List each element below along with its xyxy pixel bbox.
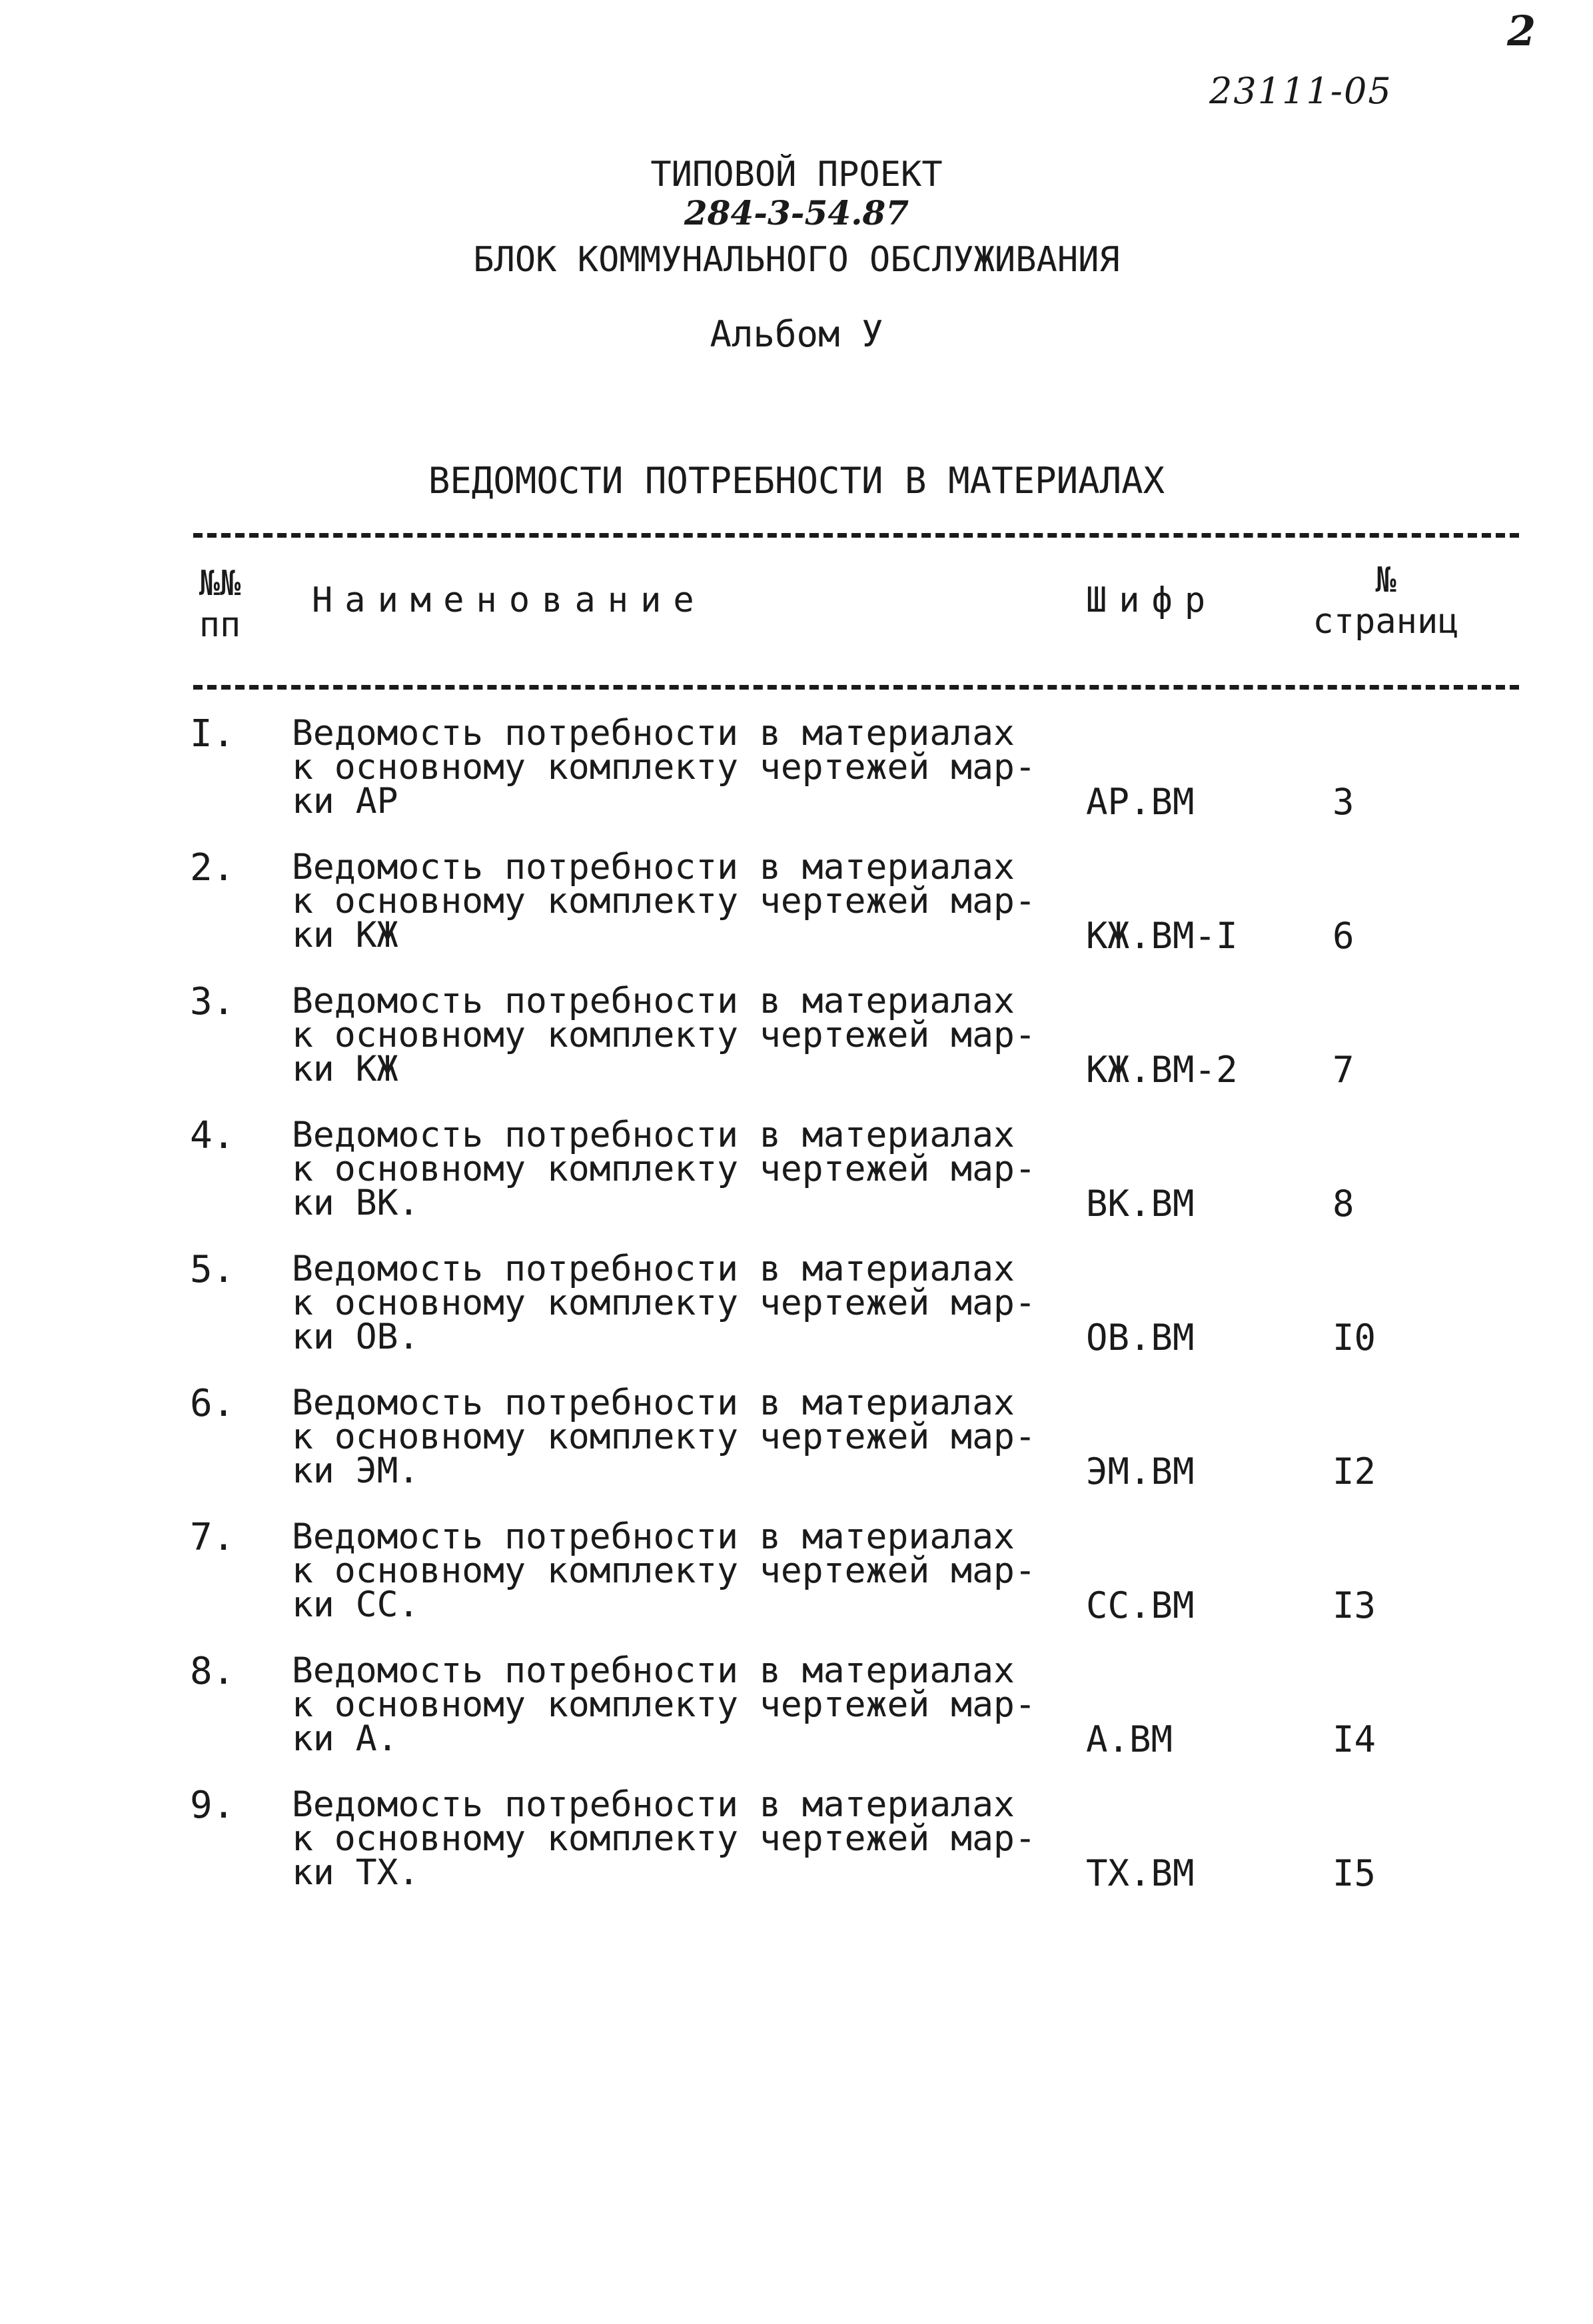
row-code: ВК.ВМ [1086, 1183, 1195, 1225]
table-row [0, 846, 1593, 983]
row-number: 8. [190, 1650, 235, 1693]
row-name-line: к основному комплекту чертежей мар- [292, 1684, 1036, 1725]
row-page: 3 [1332, 781, 1354, 823]
page-number: 2 [1507, 7, 1536, 55]
table-row [0, 980, 1593, 1117]
row-page: 8 [1332, 1183, 1354, 1225]
row-number: 5. [190, 1248, 235, 1291]
row-name-line: Ведомость потребности в материалах [292, 1115, 1015, 1155]
title-line-3: БЛОК КОММУНАЛЬНОГО ОБСЛУЖИВАНИЯ [473, 240, 1120, 280]
row-name-line: ки ВК. [292, 1183, 420, 1223]
column-header-number-line1: №№ [199, 564, 241, 604]
column-header-pages-line1: № [1375, 560, 1396, 600]
row-number: 9. [190, 1784, 235, 1827]
row-name [292, 981, 1045, 1089]
row-name-line: к основному комплекту чертежей мар- [292, 1015, 1036, 1055]
row-page: 7 [1332, 1049, 1354, 1091]
table-top-divider [193, 533, 1519, 538]
row-number: 6. [190, 1382, 235, 1425]
row-name-line: к основному комплекту чертежей мар- [292, 1283, 1036, 1323]
row-number: I. [190, 712, 235, 756]
row-name-line: Ведомость потребности в материалах [292, 981, 1015, 1021]
row-name-line: Ведомость потребности в материалах [292, 847, 1015, 887]
table-row [0, 1114, 1593, 1251]
row-number: 7. [190, 1516, 235, 1559]
row-code: КЖ.ВМ-2 [1086, 1049, 1238, 1091]
row-page: I3 [1332, 1584, 1376, 1626]
row-name-line: ки ОВ. [292, 1317, 420, 1357]
row-name-line: Ведомость потребности в материалах [292, 1784, 1015, 1825]
table-row [0, 1650, 1593, 1787]
row-name-line: Ведомость потребности в материалах [292, 1383, 1015, 1423]
row-name-line: ки АР [292, 781, 398, 822]
column-header-name: Наименование [312, 580, 706, 620]
row-name-line: ки ЭМ. [292, 1451, 420, 1491]
row-page: 6 [1332, 915, 1354, 957]
column-header-pages-line2: страниц [1313, 602, 1459, 642]
row-name-line: ки ТХ. [292, 1852, 420, 1893]
row-number: 4. [190, 1114, 235, 1157]
row-number: 3. [190, 980, 235, 1023]
title-line-1: ТИПОВОЙ ПРОЕКТ [650, 155, 943, 195]
row-code: ЭМ.ВМ [1086, 1451, 1195, 1492]
column-header-code: Шифр [1086, 580, 1218, 620]
row-name-line: ки КЖ [292, 915, 398, 955]
row-code: АР.ВМ [1086, 781, 1195, 823]
row-name-line: к основному комплекту чертежей мар- [292, 1149, 1036, 1189]
row-name-line: ки А. [292, 1718, 398, 1759]
row-name [292, 1516, 1045, 1625]
table-row [0, 1248, 1593, 1385]
row-name-line: Ведомость потребности в материалах [292, 713, 1015, 754]
row-page: I4 [1332, 1718, 1376, 1760]
row-code: ТХ.ВМ [1086, 1852, 1195, 1894]
table-header-divider [193, 685, 1519, 690]
row-name-line: к основному комплекту чертежей мар- [292, 747, 1036, 788]
album-label: Альбом У [710, 313, 883, 355]
row-name-line: ки СС. [292, 1584, 420, 1625]
row-name [292, 713, 1045, 822]
row-page: I2 [1332, 1451, 1376, 1492]
column-header-pages [1309, 560, 1462, 642]
column-header-number-line2: пп [199, 605, 241, 645]
row-name-line: к основному комплекту чертежей мар- [292, 1818, 1036, 1859]
row-code: ОВ.ВМ [1086, 1317, 1195, 1359]
row-page: I0 [1332, 1317, 1376, 1359]
row-code: А.ВМ [1086, 1718, 1173, 1760]
row-code: КЖ.ВМ-I [1086, 915, 1238, 957]
row-number: 2. [190, 846, 235, 889]
row-name [292, 1784, 1045, 1893]
table-row [0, 1382, 1593, 1519]
row-name [292, 1115, 1045, 1223]
row-name-line: к основному комплекту чертежей мар- [292, 1550, 1036, 1591]
row-name [292, 847, 1045, 955]
table-row [0, 1784, 1593, 1921]
row-name-line: Ведомость потребности в материалах [292, 1516, 1015, 1557]
column-header-number [190, 563, 250, 646]
row-code: СС.ВМ [1086, 1584, 1195, 1626]
row-name-line: Ведомость потребности в материалах [292, 1650, 1015, 1691]
row-page: I5 [1332, 1852, 1376, 1894]
row-name-line: Ведомость потребности в материалах [292, 1249, 1015, 1289]
section-title: ВЕДОМОСТИ ПОТРЕБНОСТИ В МАТЕРИАЛАХ [428, 460, 1165, 502]
table-row [0, 1516, 1593, 1653]
row-name [292, 1650, 1045, 1759]
project-number: 284-3-54.87 [684, 193, 909, 233]
row-name [292, 1383, 1045, 1491]
row-name [292, 1249, 1045, 1357]
table-row [0, 712, 1593, 850]
handwritten-code: 23111-05 [1209, 70, 1392, 112]
row-name-line: к основному комплекту чертежей мар- [292, 1417, 1036, 1457]
row-name-line: ки КЖ [292, 1049, 398, 1089]
row-name-line: к основному комплекту чертежей мар- [292, 881, 1036, 921]
